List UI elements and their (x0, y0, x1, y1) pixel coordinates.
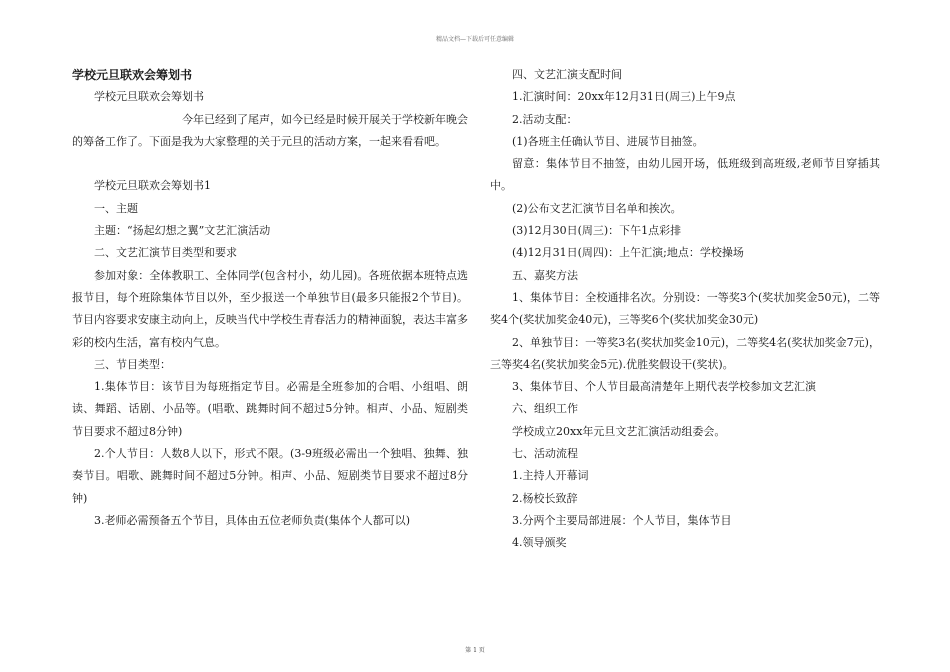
document-title: 学校元旦联欢会筹划书 (72, 68, 193, 82)
heading-theme: 一、主题 (94, 201, 138, 215)
page-header: 精品文档—下载后可任意编辑 (435, 36, 514, 43)
intro-paragraph: 今年已经到了尾声，如今已经是时候开展关于学校新年晚会的筹备工作了。下面是我为大家整理的关于元旦的活动方案，一起来看看吧。 (72, 112, 468, 148)
heading-schedule: 四、文艺汇演支配时间 (512, 68, 622, 81)
award-individual: 2、单独节目：一等奖3名(奖状加奖金10元)，二等奖4名(奖状加奖金7元)，三等奖4名(奖状加奖金5元).优胜奖假设干(奖状)。 (490, 335, 880, 371)
item-teacher-program: 3.老师必需预备五个节目，具体由五位老师负责(集体个人都可以) (94, 513, 411, 527)
award-representative: 3、集体节目、个人节目最高清楚年上期代表学校参加文艺汇演 (512, 380, 816, 394)
item-individual-program: 2.个人节目：人数8人以下，形式不限。(3-9班级必需出一个独唱、独舞、独奏节目。唱歌、跳舞时间不超过5分钟。相声、小品、短剧类节目要求不超过8分钟) (72, 447, 468, 505)
participants-paragraph: 参加对象：全体教职工、全体同学(包含村小，幼儿园)。各班依据本班特点选报节目，每个班除集体节目以外，至少报送一个单独节目(最多只能报2个节目)。节目内容要求安康主动向上，反映当代中学校生青春活力的精神面貌，表达丰富多彩的校内生活，富有校内气息。 (72, 268, 468, 349)
subtitle: 学校元旦联欢会筹划书 (94, 90, 204, 104)
process-step-1: 1.主持人开幕词 (512, 469, 589, 483)
schedule-step-3: (3)12月30日(周三)：下午1点彩排 (512, 224, 682, 238)
theme-text: 主题：“扬起幻想之翼”文艺汇演活动 (94, 224, 271, 238)
process-step-2: 2.杨校长致辞 (512, 491, 578, 505)
left-column (72, 64, 468, 532)
schedule-step-1: (1)各班主任确认节目、进展节目抽签。 (512, 134, 704, 148)
schedule-time: 1.汇演时间：20xx年12月31日(周三)上午9点 (512, 90, 736, 104)
award-group: 1、集体节目：全校通排名次。分别设：一等奖3个(奖状加奖金50元)，二等奖4个(奖状加奖金40元)，三等奖6个(奖状加奖金30元) (490, 290, 880, 327)
heading-awards: 五、嘉奖方法 (512, 268, 578, 282)
page-footer: 第 1 页 (465, 647, 485, 654)
schedule-step-4: (4)12月31日(周四)：上午汇演;地点：学校操场 (512, 246, 744, 260)
process-step-4: 4.领导颁奖 (512, 536, 567, 550)
heading-organization: 六、组织工作 (512, 402, 578, 416)
right-column (490, 64, 880, 555)
heading-program-kinds: 三、节目类型： (94, 357, 171, 371)
schedule-step-2: (2)公布文艺汇演节目名单和挨次。 (512, 201, 682, 215)
heading-process: 七、活动流程 (512, 447, 578, 461)
organization-text: 学校成立20xx年元旦文艺汇演活动组委会。 (512, 424, 726, 438)
spacer (72, 153, 468, 175)
heading-program-types: 二、文艺汇演节目类型和要求 (94, 246, 237, 260)
schedule-arrangement: 2.活动支配： (512, 112, 578, 126)
process-step-3: 3.分两个主要局部进展：个人节目，集体节目 (512, 513, 732, 527)
item-group-program: 1.集体节目：该节目为每班指定节目。必需是全班参加的合唱、小组唱、朗读、舞蹈、话剧、小品等。(唱歌、跳舞时间不超过5分钟。相声、小品、短剧类节目要求不超过8分钟) (72, 380, 468, 438)
section-heading: 学校元旦联欢会筹划书1 (94, 179, 211, 193)
schedule-note: 留意：集体节目不抽签，由幼儿园开场，低班级到高班级,老师节目穿插其中。 (490, 157, 880, 193)
